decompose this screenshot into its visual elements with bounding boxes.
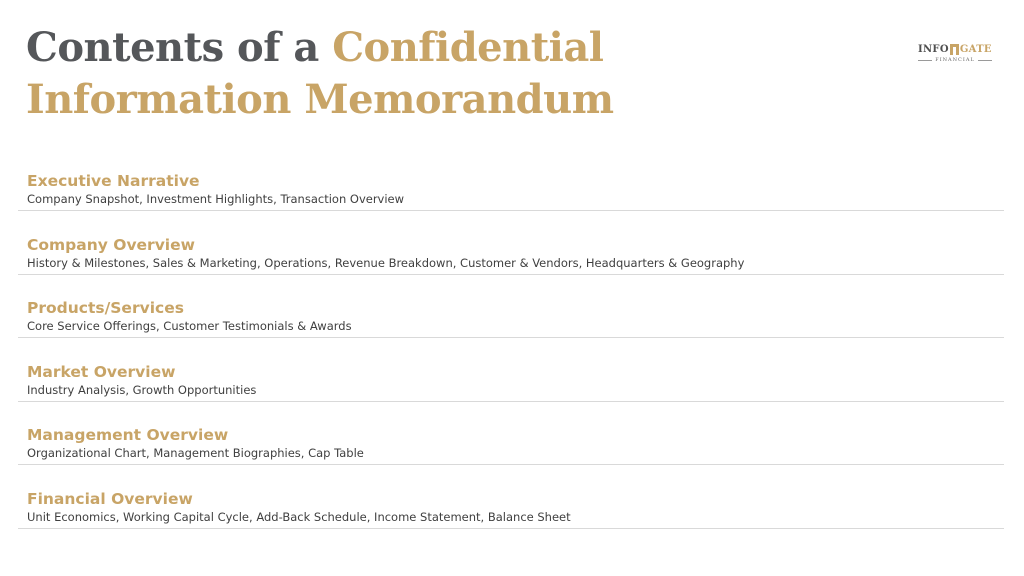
logo-subtitle-row (918, 57, 992, 63)
section-company-overview (18, 234, 1004, 298)
section-title: Products/Services (27, 299, 184, 317)
section-description: Company Snapshot, Investment Highlights, Transaction Overview (27, 192, 405, 206)
section-title: Management Overview (27, 426, 229, 444)
section-title: Executive Narrative (27, 172, 200, 190)
section-management-overview (18, 424, 1004, 488)
logo-subtitle: FINANCIAL (935, 57, 975, 63)
section-description: History & Milestones, Sales & Marketing, Operations, Revenue Breakdown, Customer & Vendors, Headquarters & Geography (27, 255, 745, 270)
logo-wordmark (918, 42, 992, 55)
contents-list (18, 170, 1004, 551)
logo-divider-left (918, 60, 932, 61)
section-executive-narrative (18, 170, 1004, 234)
section-description: Industry Analysis, Growth Opportunities (27, 382, 257, 397)
section-financial-overview (18, 488, 1004, 552)
section-title: Market Overview (27, 362, 176, 381)
gate-icon (950, 44, 959, 55)
title-dark-text: Contents of a (26, 24, 333, 71)
page-title (26, 22, 614, 126)
logo-info-text: INFO (918, 44, 949, 55)
title-gold-text-line2: Information Memorandum (26, 76, 614, 123)
logo-gate-text: GATE (959, 44, 992, 55)
section-description: Core Service Offerings, Customer Testimonials & Awards (27, 319, 352, 333)
section-title: Financial Overview (27, 489, 193, 508)
logo-divider-right (978, 60, 992, 61)
infogate-logo (918, 42, 992, 64)
section-description: Organizational Chart, Management Biographies, Cap Table (27, 446, 364, 460)
section-products-services (18, 297, 1004, 361)
section-title: Company Overview (27, 235, 195, 254)
section-market-overview (18, 361, 1004, 425)
title-gold-text-line1: Confidential (332, 24, 604, 71)
section-description: Unit Economics, Working Capital Cycle, Add-Back Schedule, Income Statement, Balance Sheet (27, 509, 571, 524)
